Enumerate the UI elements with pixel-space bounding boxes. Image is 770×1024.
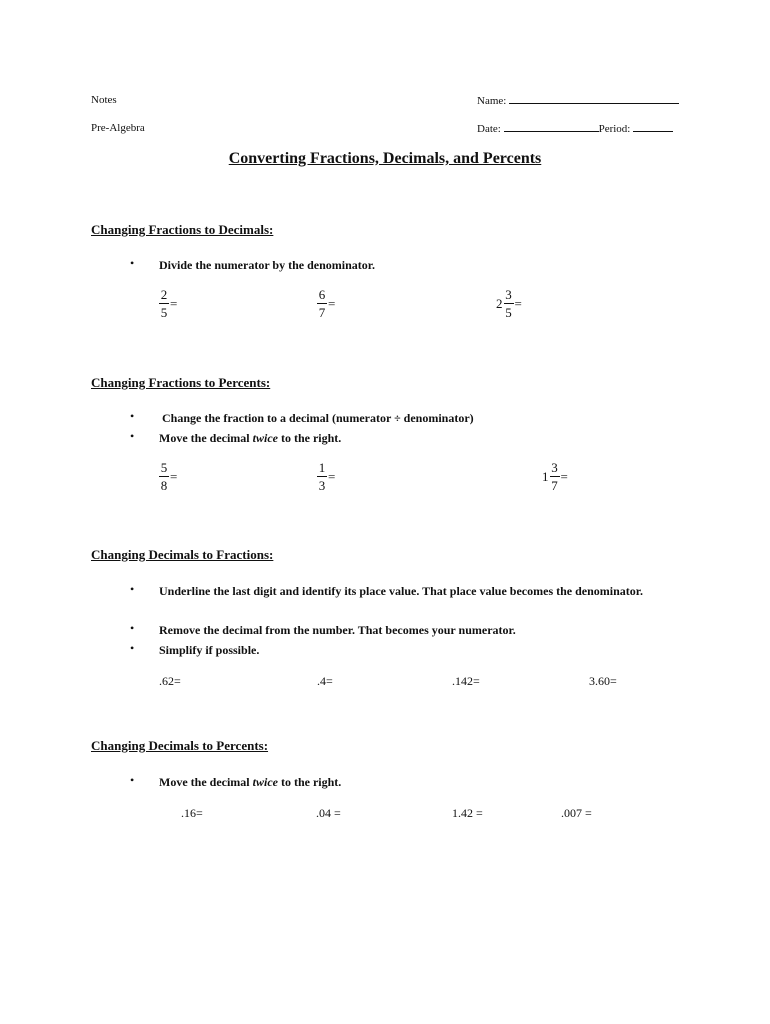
problem-fraction: $\frac{1}{3}$ = — [318, 460, 336, 493]
name-row — [477, 94, 679, 107]
page-title: Converting Fractions, Decimals, and Percents — [228, 150, 542, 167]
date-label: Date: — [477, 123, 501, 135]
problem-decimal: .16= — [181, 806, 203, 820]
date-blank[interactable] — [504, 122, 599, 132]
section-heading-decimals-to-percents: Changing Decimals to Percents: — [91, 738, 269, 753]
section-heading-fractions-to-percents: Changing Fractions to Percents: — [91, 375, 271, 390]
problem-decimal: .62= — [159, 674, 181, 688]
course-label: Pre-Algebra — [91, 122, 145, 134]
problem-decimal: .04 = — [316, 806, 341, 820]
section-heading-decimals-to-fractions: Changing Decimals to Fractions: — [91, 547, 274, 562]
problem-decimal: .4= — [317, 674, 333, 688]
date-period-row — [477, 122, 673, 135]
section-heading-fractions-to-decimals: Changing Fractions to Decimals: — [91, 222, 274, 237]
name-blank[interactable] — [509, 94, 679, 104]
problem-mixed-number: 2 $\frac{3}{5}$ = — [496, 287, 522, 320]
problem-decimal: .007 = — [561, 806, 592, 820]
name-label: Name: — [477, 95, 507, 107]
problem-decimal: .142= — [452, 674, 480, 688]
notes-label: Notes — [91, 94, 117, 106]
problem-fraction: $\frac{5}{8}$ = — [160, 460, 178, 493]
problem-mixed-number: 1 $\frac{3}{7}$ = — [542, 460, 568, 493]
period-label: Period: — [598, 123, 631, 135]
problem-decimal: 3.60= — [589, 674, 617, 688]
problem-fraction: $\frac{2}{5}$ = — [160, 287, 178, 320]
problem-decimal: 1.42 = — [452, 806, 483, 820]
problem-fraction: $\frac{6}{7}$ = — [318, 287, 336, 320]
period-blank[interactable] — [633, 122, 673, 132]
